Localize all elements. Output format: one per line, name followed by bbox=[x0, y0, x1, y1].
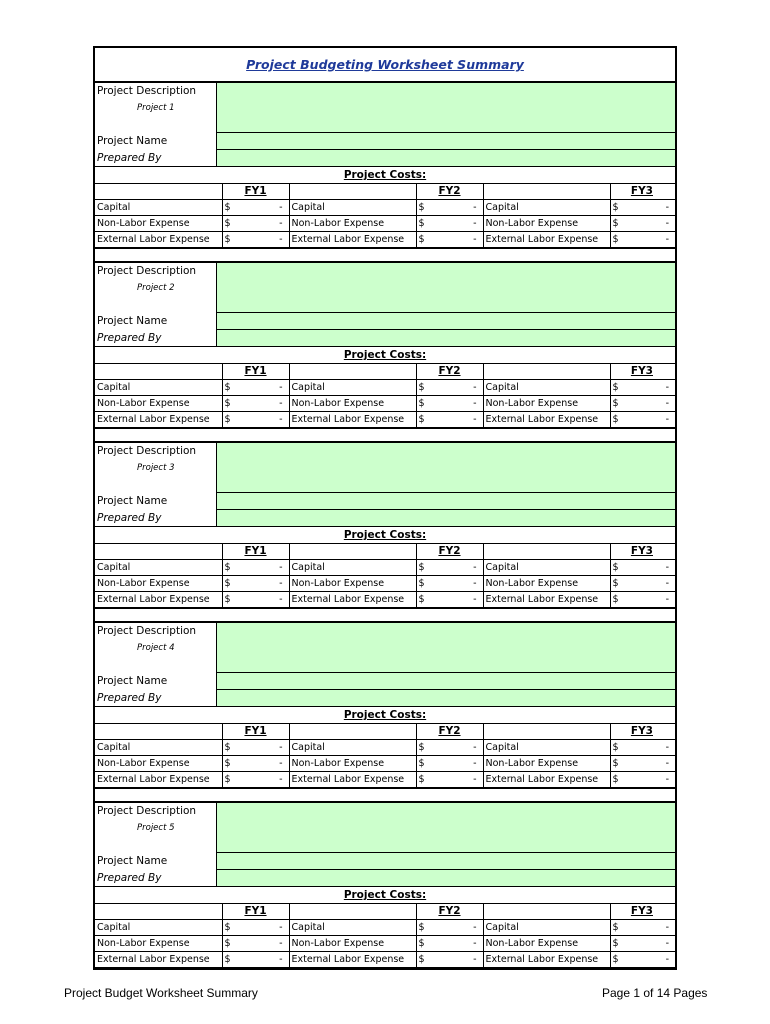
fy-spacer bbox=[289, 544, 416, 560]
projects-container bbox=[95, 83, 675, 968]
cost-row bbox=[95, 772, 675, 788]
project-block bbox=[95, 263, 675, 443]
project-costs-heading: Project Costs: bbox=[95, 887, 675, 904]
project-costs-heading: Project Costs: bbox=[95, 167, 675, 184]
project-name-field[interactable] bbox=[217, 853, 675, 870]
cost-label: External Labor Expense bbox=[289, 772, 416, 788]
currency-symbol: $ bbox=[418, 774, 425, 785]
cost-amount: - bbox=[473, 562, 477, 573]
cost-value[interactable] bbox=[222, 216, 289, 232]
prepared-by-label: Prepared By bbox=[97, 692, 162, 704]
currency-symbol: $ bbox=[224, 578, 231, 589]
project-name-field[interactable] bbox=[217, 313, 675, 330]
cost-row bbox=[95, 412, 675, 428]
currency-symbol: $ bbox=[418, 922, 425, 933]
fy-header-row bbox=[95, 364, 675, 380]
cost-label: External Labor Expense bbox=[483, 772, 610, 788]
prepared-by-label: Prepared By bbox=[97, 332, 162, 344]
currency-symbol: $ bbox=[612, 938, 619, 949]
fy-header: FY3 bbox=[610, 364, 675, 380]
cost-label: Non-Labor Expense bbox=[483, 756, 610, 772]
cost-label: External Labor Expense bbox=[483, 952, 610, 968]
currency-symbol: $ bbox=[612, 218, 619, 229]
cost-amount: - bbox=[473, 398, 477, 409]
cost-label: External Labor Expense bbox=[95, 412, 222, 428]
prepared-by-label: Prepared By bbox=[97, 152, 162, 164]
fy-spacer bbox=[483, 544, 610, 560]
project-costs-heading: Project Costs: bbox=[95, 347, 675, 364]
cost-value[interactable] bbox=[222, 740, 289, 756]
currency-symbol: $ bbox=[418, 938, 425, 949]
cost-value[interactable] bbox=[610, 576, 675, 592]
cost-value[interactable] bbox=[610, 740, 675, 756]
currency-symbol: $ bbox=[418, 218, 425, 229]
cost-amount: - bbox=[665, 954, 669, 965]
fy-header-row bbox=[95, 724, 675, 740]
cost-amount: - bbox=[279, 218, 283, 229]
cost-label: Capital bbox=[289, 380, 416, 396]
fy-header: FY1 bbox=[222, 724, 289, 740]
project-block bbox=[95, 803, 675, 968]
cost-value[interactable] bbox=[416, 216, 483, 232]
cost-table bbox=[95, 184, 675, 248]
cost-amount: - bbox=[473, 774, 477, 785]
fy-spacer bbox=[289, 724, 416, 740]
currency-symbol: $ bbox=[612, 774, 619, 785]
fy-spacer bbox=[483, 724, 610, 740]
cost-amount: - bbox=[279, 742, 283, 753]
currency-symbol: $ bbox=[612, 922, 619, 933]
currency-symbol: $ bbox=[418, 758, 425, 769]
fy-header: FY2 bbox=[416, 364, 483, 380]
currency-symbol: $ bbox=[418, 578, 425, 589]
currency-symbol: $ bbox=[612, 234, 619, 245]
project-block bbox=[95, 623, 675, 803]
cost-label: Capital bbox=[483, 560, 610, 576]
currency-symbol: $ bbox=[224, 922, 231, 933]
cost-amount: - bbox=[473, 234, 477, 245]
cost-label: External Labor Expense bbox=[95, 232, 222, 248]
cost-label: Non-Labor Expense bbox=[95, 576, 222, 592]
project-name-label: Project Name bbox=[97, 315, 168, 327]
prepared-by-label: Prepared By bbox=[97, 512, 162, 524]
project-info bbox=[95, 623, 675, 707]
project-description-field[interactable] bbox=[217, 623, 675, 673]
cost-value[interactable] bbox=[416, 380, 483, 396]
prepared-by-field[interactable] bbox=[217, 870, 675, 886]
cost-label: External Labor Expense bbox=[483, 232, 610, 248]
cost-label: Non-Labor Expense bbox=[95, 756, 222, 772]
cost-amount: - bbox=[473, 938, 477, 949]
project-number: Project 5 bbox=[137, 823, 175, 833]
cost-amount: - bbox=[665, 922, 669, 933]
cost-amount: - bbox=[665, 562, 669, 573]
project-number: Project 4 bbox=[137, 643, 175, 653]
project-name-field[interactable] bbox=[217, 493, 675, 510]
cost-label: Non-Labor Expense bbox=[289, 216, 416, 232]
cost-amount: - bbox=[279, 774, 283, 785]
cost-value[interactable] bbox=[222, 412, 289, 428]
currency-symbol: $ bbox=[224, 414, 231, 425]
currency-symbol: $ bbox=[224, 774, 231, 785]
project-description-label: Project Description bbox=[97, 805, 197, 817]
fy-header: FY3 bbox=[610, 544, 675, 560]
cost-amount: - bbox=[279, 562, 283, 573]
cost-value[interactable] bbox=[416, 772, 483, 788]
cost-amount: - bbox=[473, 382, 477, 393]
cost-label: Capital bbox=[95, 380, 222, 396]
cost-value[interactable] bbox=[222, 592, 289, 608]
cost-value[interactable] bbox=[416, 576, 483, 592]
project-name-label: Project Name bbox=[97, 855, 168, 867]
fy-spacer bbox=[95, 544, 222, 560]
cost-value[interactable] bbox=[610, 216, 675, 232]
project-description-label: Project Description bbox=[97, 625, 197, 637]
cost-amount: - bbox=[279, 234, 283, 245]
cost-label: Capital bbox=[95, 740, 222, 756]
fy-spacer bbox=[483, 904, 610, 920]
cost-label: External Labor Expense bbox=[289, 952, 416, 968]
fy-spacer bbox=[483, 184, 610, 200]
cost-label: Capital bbox=[95, 560, 222, 576]
currency-symbol: $ bbox=[224, 938, 231, 949]
cost-value[interactable] bbox=[610, 756, 675, 772]
prepared-by-field[interactable] bbox=[217, 510, 675, 526]
project-description-label: Project Description bbox=[97, 85, 197, 97]
cost-value[interactable] bbox=[416, 952, 483, 968]
cost-amount: - bbox=[665, 758, 669, 769]
fy-header: FY3 bbox=[610, 904, 675, 920]
cost-label: Non-Labor Expense bbox=[483, 576, 610, 592]
cost-label: External Labor Expense bbox=[289, 232, 416, 248]
cost-label: Non-Labor Expense bbox=[289, 396, 416, 412]
cost-value[interactable] bbox=[610, 772, 675, 788]
currency-symbol: $ bbox=[612, 742, 619, 753]
fy-header: FY1 bbox=[222, 184, 289, 200]
cost-label: Non-Labor Expense bbox=[289, 936, 416, 952]
cost-row bbox=[95, 216, 675, 232]
cost-label: Non-Labor Expense bbox=[483, 936, 610, 952]
cost-label: Capital bbox=[289, 200, 416, 216]
project-description-field[interactable] bbox=[217, 263, 675, 313]
cost-amount: - bbox=[279, 594, 283, 605]
project-info bbox=[95, 803, 675, 887]
cost-value[interactable] bbox=[222, 232, 289, 248]
cost-row bbox=[95, 936, 675, 952]
currency-symbol: $ bbox=[418, 398, 425, 409]
fy-spacer bbox=[95, 364, 222, 380]
currency-symbol: $ bbox=[612, 758, 619, 769]
cost-value[interactable] bbox=[222, 920, 289, 936]
currency-symbol: $ bbox=[612, 414, 619, 425]
fy-header: FY2 bbox=[416, 724, 483, 740]
project-info bbox=[95, 263, 675, 347]
cost-amount: - bbox=[473, 218, 477, 229]
currency-symbol: $ bbox=[224, 562, 231, 573]
project-block bbox=[95, 443, 675, 623]
cost-label: External Labor Expense bbox=[95, 592, 222, 608]
project-info bbox=[95, 83, 675, 167]
currency-symbol: $ bbox=[224, 398, 231, 409]
cost-row bbox=[95, 592, 675, 608]
cost-value[interactable] bbox=[416, 756, 483, 772]
cost-label: Capital bbox=[483, 740, 610, 756]
cost-row bbox=[95, 952, 675, 968]
cost-label: External Labor Expense bbox=[95, 952, 222, 968]
cost-value[interactable] bbox=[222, 576, 289, 592]
cost-label: External Labor Expense bbox=[483, 592, 610, 608]
cost-value[interactable] bbox=[222, 560, 289, 576]
currency-symbol: $ bbox=[612, 382, 619, 393]
cost-label: Capital bbox=[483, 200, 610, 216]
cost-value[interactable] bbox=[222, 756, 289, 772]
fy-spacer bbox=[483, 364, 610, 380]
project-description-field[interactable] bbox=[217, 83, 675, 133]
currency-symbol: $ bbox=[224, 202, 231, 213]
project-description-field[interactable] bbox=[217, 803, 675, 853]
prepared-by-field[interactable] bbox=[217, 690, 675, 706]
project-name-label: Project Name bbox=[97, 495, 168, 507]
cost-label: Capital bbox=[289, 920, 416, 936]
cost-value[interactable] bbox=[222, 396, 289, 412]
currency-symbol: $ bbox=[224, 594, 231, 605]
fy-header: FY2 bbox=[416, 904, 483, 920]
cost-amount: - bbox=[665, 938, 669, 949]
currency-symbol: $ bbox=[418, 382, 425, 393]
project-description-field[interactable] bbox=[217, 443, 675, 493]
cost-amount: - bbox=[665, 382, 669, 393]
cost-value[interactable] bbox=[416, 740, 483, 756]
fy-spacer bbox=[289, 904, 416, 920]
cost-amount: - bbox=[473, 202, 477, 213]
cost-value[interactable] bbox=[610, 936, 675, 952]
cost-value[interactable] bbox=[416, 396, 483, 412]
cost-amount: - bbox=[279, 954, 283, 965]
cost-value[interactable] bbox=[222, 200, 289, 216]
cost-value[interactable] bbox=[222, 772, 289, 788]
currency-symbol: $ bbox=[224, 218, 231, 229]
cost-amount: - bbox=[473, 578, 477, 589]
cost-row bbox=[95, 396, 675, 412]
cost-label: Non-Labor Expense bbox=[95, 936, 222, 952]
fy-header: FY1 bbox=[222, 904, 289, 920]
currency-symbol: $ bbox=[224, 742, 231, 753]
project-block bbox=[95, 83, 675, 263]
fy-header: FY3 bbox=[610, 724, 675, 740]
fy-spacer bbox=[95, 904, 222, 920]
currency-symbol: $ bbox=[418, 562, 425, 573]
project-costs-heading: Project Costs: bbox=[95, 527, 675, 544]
fy-header-row bbox=[95, 184, 675, 200]
cost-label: External Labor Expense bbox=[289, 592, 416, 608]
fy-header: FY1 bbox=[222, 544, 289, 560]
cost-value[interactable] bbox=[222, 952, 289, 968]
cost-amount: - bbox=[279, 578, 283, 589]
footer-left: Project Budget Worksheet Summary bbox=[64, 986, 258, 1000]
footer-right: Page 1 of 14 Pages bbox=[602, 986, 708, 1000]
cost-amount: - bbox=[279, 398, 283, 409]
project-name-label: Project Name bbox=[97, 675, 168, 687]
cost-value[interactable] bbox=[610, 232, 675, 248]
fy-spacer bbox=[289, 364, 416, 380]
cost-amount: - bbox=[665, 774, 669, 785]
cost-value[interactable] bbox=[610, 412, 675, 428]
block-spacer bbox=[95, 788, 675, 801]
currency-symbol: $ bbox=[418, 414, 425, 425]
cost-amount: - bbox=[665, 218, 669, 229]
cost-table bbox=[95, 544, 675, 608]
cost-row bbox=[95, 232, 675, 248]
cost-value[interactable] bbox=[416, 920, 483, 936]
cost-row bbox=[95, 576, 675, 592]
cost-value[interactable] bbox=[416, 232, 483, 248]
currency-symbol: $ bbox=[612, 594, 619, 605]
cost-row bbox=[95, 200, 675, 216]
block-spacer bbox=[95, 248, 675, 261]
currency-symbol: $ bbox=[224, 382, 231, 393]
project-description-label: Project Description bbox=[97, 445, 197, 457]
cost-label: Non-Labor Expense bbox=[483, 396, 610, 412]
fy-spacer bbox=[289, 184, 416, 200]
currency-symbol: $ bbox=[612, 578, 619, 589]
prepared-by-label: Prepared By bbox=[97, 872, 162, 884]
project-name-label: Project Name bbox=[97, 135, 168, 147]
currency-symbol: $ bbox=[612, 398, 619, 409]
cost-value[interactable] bbox=[416, 560, 483, 576]
cost-label: External Labor Expense bbox=[483, 412, 610, 428]
cost-label: Non-Labor Expense bbox=[483, 216, 610, 232]
fy-spacer bbox=[95, 724, 222, 740]
cost-value[interactable] bbox=[610, 396, 675, 412]
project-number: Project 3 bbox=[137, 463, 175, 473]
cost-amount: - bbox=[279, 758, 283, 769]
project-number: Project 1 bbox=[137, 103, 175, 113]
cost-table bbox=[95, 724, 675, 788]
cost-label: Capital bbox=[483, 380, 610, 396]
cost-value[interactable] bbox=[610, 952, 675, 968]
currency-symbol: $ bbox=[418, 954, 425, 965]
cost-amount: - bbox=[473, 742, 477, 753]
worksheet-title: Project Budgeting Worksheet Summary bbox=[246, 57, 524, 72]
cost-value[interactable] bbox=[416, 412, 483, 428]
currency-symbol: $ bbox=[418, 594, 425, 605]
currency-symbol: $ bbox=[418, 234, 425, 245]
cost-amount: - bbox=[279, 382, 283, 393]
cost-row bbox=[95, 756, 675, 772]
cost-amount: - bbox=[665, 202, 669, 213]
cost-amount: - bbox=[279, 414, 283, 425]
cost-value[interactable] bbox=[416, 936, 483, 952]
fy-spacer bbox=[95, 184, 222, 200]
prepared-by-field[interactable] bbox=[217, 330, 675, 346]
cost-amount: - bbox=[279, 922, 283, 933]
cost-label: Capital bbox=[95, 200, 222, 216]
fy-header: FY3 bbox=[610, 184, 675, 200]
project-number: Project 2 bbox=[137, 283, 175, 293]
cost-value[interactable] bbox=[222, 936, 289, 952]
cost-label: Non-Labor Expense bbox=[289, 756, 416, 772]
block-spacer bbox=[95, 428, 675, 441]
cost-label: Capital bbox=[483, 920, 610, 936]
cost-label: Capital bbox=[289, 560, 416, 576]
cost-row bbox=[95, 380, 675, 396]
cost-value[interactable] bbox=[610, 380, 675, 396]
cost-amount: - bbox=[473, 922, 477, 933]
prepared-by-field[interactable] bbox=[217, 150, 675, 166]
cost-label: Non-Labor Expense bbox=[95, 396, 222, 412]
cost-value[interactable] bbox=[610, 592, 675, 608]
cost-amount: - bbox=[279, 202, 283, 213]
cost-value[interactable] bbox=[416, 200, 483, 216]
fy-header: FY2 bbox=[416, 544, 483, 560]
block-spacer bbox=[95, 608, 675, 621]
worksheet bbox=[93, 46, 677, 970]
cost-value[interactable] bbox=[610, 200, 675, 216]
cost-table bbox=[95, 904, 675, 968]
cost-amount: - bbox=[665, 742, 669, 753]
currency-symbol: $ bbox=[612, 562, 619, 573]
cost-amount: - bbox=[279, 938, 283, 949]
currency-symbol: $ bbox=[418, 742, 425, 753]
cost-label: External Labor Expense bbox=[95, 772, 222, 788]
cost-amount: - bbox=[473, 758, 477, 769]
fy-header-row bbox=[95, 904, 675, 920]
fy-header-row bbox=[95, 544, 675, 560]
fy-header: FY2 bbox=[416, 184, 483, 200]
cost-row bbox=[95, 920, 675, 936]
project-costs-heading: Project Costs: bbox=[95, 707, 675, 724]
cost-label: Capital bbox=[95, 920, 222, 936]
cost-table bbox=[95, 364, 675, 428]
cost-value[interactable] bbox=[416, 592, 483, 608]
cost-label: Capital bbox=[289, 740, 416, 756]
cost-amount: - bbox=[665, 234, 669, 245]
cost-value[interactable] bbox=[222, 380, 289, 396]
cost-amount: - bbox=[473, 594, 477, 605]
project-description-label: Project Description bbox=[97, 265, 197, 277]
project-name-field[interactable] bbox=[217, 133, 675, 150]
cost-amount: - bbox=[473, 954, 477, 965]
cost-amount: - bbox=[473, 414, 477, 425]
currency-symbol: $ bbox=[224, 954, 231, 965]
currency-symbol: $ bbox=[418, 202, 425, 213]
cost-amount: - bbox=[665, 414, 669, 425]
cost-amount: - bbox=[665, 398, 669, 409]
cost-row bbox=[95, 560, 675, 576]
cost-label: Non-Labor Expense bbox=[95, 216, 222, 232]
fy-header: FY1 bbox=[222, 364, 289, 380]
cost-amount: - bbox=[665, 594, 669, 605]
currency-symbol: $ bbox=[612, 954, 619, 965]
cost-value[interactable] bbox=[610, 920, 675, 936]
cost-row bbox=[95, 740, 675, 756]
currency-symbol: $ bbox=[224, 234, 231, 245]
cost-amount: - bbox=[665, 578, 669, 589]
currency-symbol: $ bbox=[612, 202, 619, 213]
cost-label: Non-Labor Expense bbox=[289, 576, 416, 592]
project-info bbox=[95, 443, 675, 527]
currency-symbol: $ bbox=[224, 758, 231, 769]
project-name-field[interactable] bbox=[217, 673, 675, 690]
title-row bbox=[95, 48, 675, 83]
cost-label: External Labor Expense bbox=[289, 412, 416, 428]
cost-value[interactable] bbox=[610, 560, 675, 576]
